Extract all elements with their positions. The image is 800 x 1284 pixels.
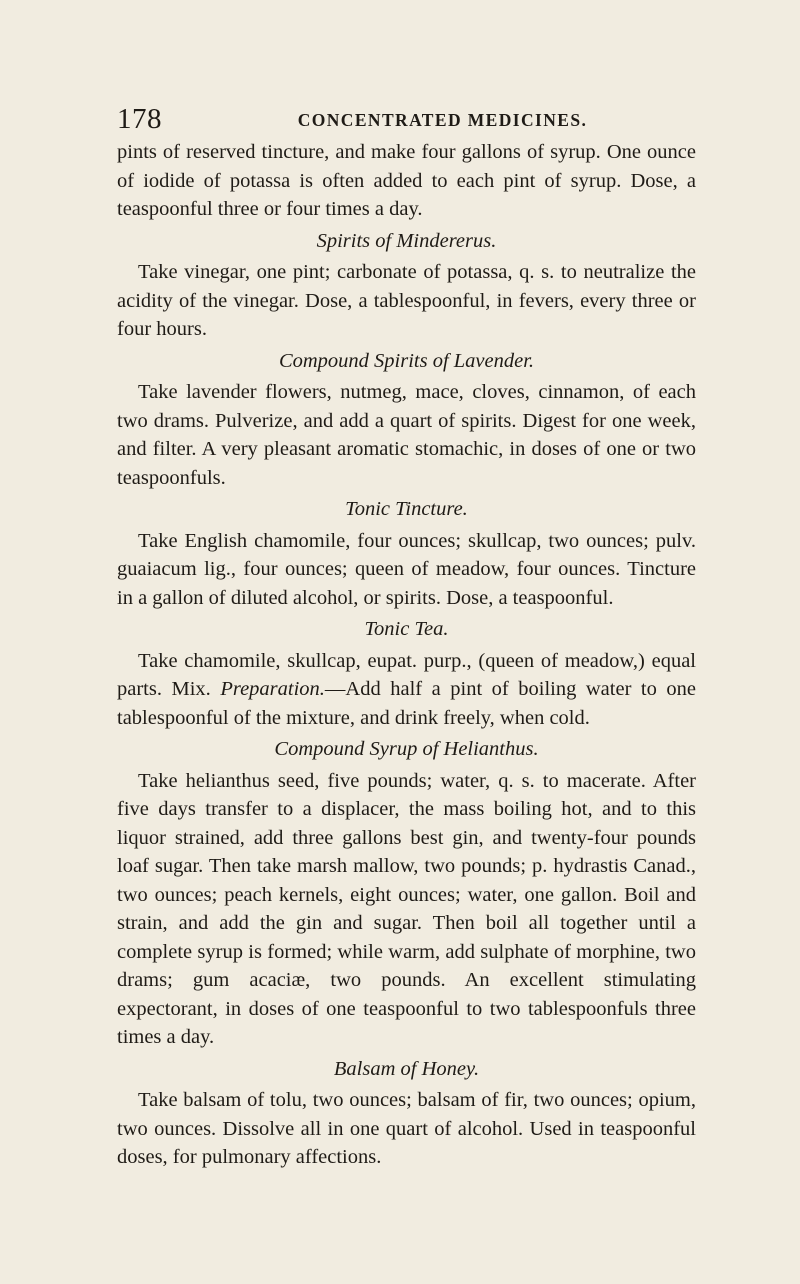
recipe-paragraph-compound-syrup-of-helianthus: Take helianthus seed, five pounds; water, q. s. to macerate. After five days transfer to a displacer, the mass boiling hot, and to this liquor strained, add three gallons best gin, and twenty-four pounds loaf sugar. Then take marsh mallow, two pounds; p. hydrastis Canad., two ounces; peach kernels, eight ounces; water, one gallon. Boil and strain, and add the gin and sugar. Then boil all together until a complete syrup is formed; while warm, add sulphate of morphine, two drams; gum acaciæ, two pounds. An excellent stimulating expectorant, in doses of one teaspoonful to two tablespoonfuls three times a day. [117,769,696,1048]
recipe-paragraph-tonic-tea [117,647,696,733]
page-number: 178 [117,103,162,135]
tonic-tea-text-part-1: Take chamomile, skullcap, eupat. purp., (queen of meadow,) equal parts. Mix. [117,649,696,700]
recipe-paragraph-spirits-of-mindererus: Take vinegar, one pint; carbonate of potassa, q. s. to neutralize the acidity of the vinegar. Dose, a tablespoonful, in fevers, every three or four hours. [117,261,696,340]
tonic-tea-text-part-2: —Add half a pint of boiling water to one tablespoonful of the mixture, and drink freely, when cold. [117,678,696,729]
intro-paragraph: pints of reserved tincture, and make four gallons of syrup. One ounce of iodide of potassa is often added to each pint of syrup. Dose, a teaspoonful three or four times a day. [117,141,696,220]
preparation-label: Preparation. [220,678,325,700]
page-header [117,104,696,134]
section-title-spirits-of-mindererus: Spirits of Mindererus. [316,229,497,252]
recipe-paragraph-balsam-of-honey: Take balsam of tolu, two ounces; balsam of fir, two ounces; opium, two ounces. Dissolve all in one quart of alcohol. Used in teaspoonful doses, for pulmonary affections. [117,1089,696,1168]
section-title-tonic-tea: Tonic Tea. [364,618,449,640]
section-title-compound-syrup-of-helianthus: Compound Syrup of Helianthus. [274,738,539,760]
running-head: CONCENTRATED MEDICINES. [297,110,588,130]
section-title-balsam-of-honey: Balsam of Honey. [333,1057,480,1080]
recipe-paragraph-tonic-tincture: Take English chamomile, four ounces; skullcap, two ounces; pulv. guaiacum lig., four ounces; queen of meadow, four ounces. Tincture in a gallon of diluted alcohol, or spirits. Dose, a teaspoonful. [117,529,696,609]
section-title-tonic-tincture: Tonic Tincture. [345,498,468,520]
section-title-compound-spirits-of-lavender: Compound Spirits of Lavender. [278,349,535,372]
page-body [117,138,696,1172]
recipe-paragraph-compound-spirits-of-lavender: Take lavender flowers, nutmeg, mace, cloves, cinnamon, of each two drams. Pulverize, and add a quart of spirits. Digest for one week, and filter. A very pleasant aromatic stomachic, in doses of one or two teaspoonfuls. [117,381,696,489]
